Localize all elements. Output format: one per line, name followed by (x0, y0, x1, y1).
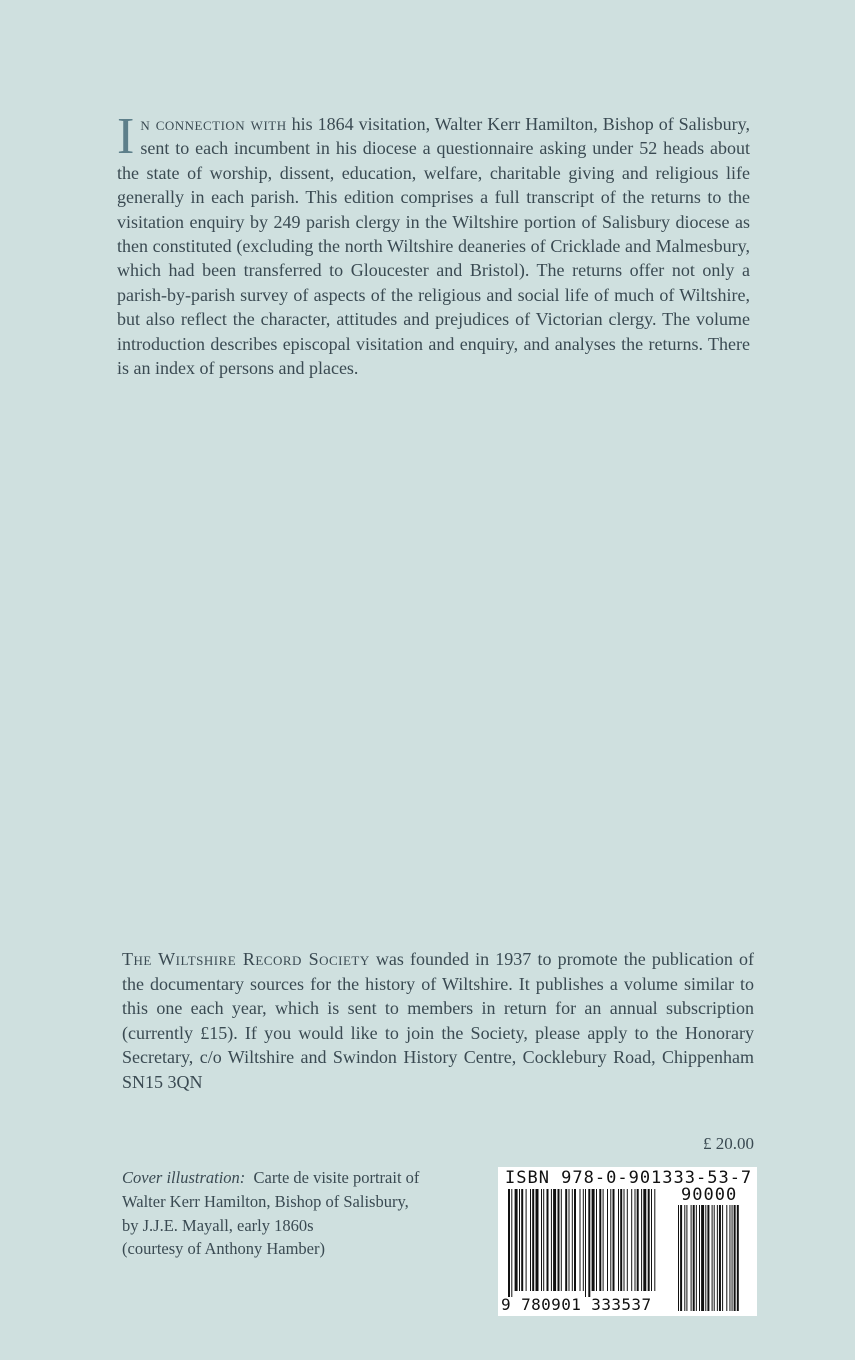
price: £ 20.00 (703, 1134, 754, 1153)
cover-line-1: Carte de visite portrait of (253, 1168, 420, 1187)
society-name: The Wiltshire Record Society (122, 949, 370, 969)
cover-illustration-credit (122, 1166, 482, 1261)
cover-label: Cover illustration: (122, 1168, 246, 1187)
blurb-paragraph (117, 108, 751, 380)
isbn-label: ISBN 978-0-901333-53-7 (505, 1168, 753, 1188)
barcode-addon-digits: 90000 (681, 1185, 738, 1205)
blurb-lead: n connection with (140, 114, 287, 134)
barcode-ean-digits: 9 780901 333537 (501, 1295, 652, 1314)
blurb-text: his 1864 visitation, Walter Kerr Hamilton, Bishop of Salisbury, sent to each incumbent in his diocese a questionnaire asking under 52 heads about the state of worship, dissent, education, welfare, charitable giving and religious life generally in each parish. This edition comprises a full transcript of the returns to the visitation enquiry by 249 parish clergy in the Wiltshire portion of Salisbury diocese as then constituted (excluding the north Wiltshire deaneries of Cricklade and Malmesbury, which had been transferred to Gloucester and Bristol). The returns offer not only a parish-by-parish survey of aspects of the religious and social life of much of Wiltshire, but also reflect the character, attitudes and prejudices of Victorian clergy. The volume introduction describes episcopal visitation and enquiry, and analyses the returns. There is an index of persons and places. (117, 114, 751, 379)
society-text: was founded in 1937 to promote the publication of the documentary sources for the history of Wiltshire. It publishes a volume similar to this one each year, which is sent to members in return for an annual subscription (currently £15). If you would like to join the Society, please apply to the Honorary Secretary, c/o Wiltshire and Swindon History Centre, Cocklebury Road, Chippenham SN15 3QN (122, 949, 754, 1092)
isbn-barcode (498, 1167, 757, 1316)
society-paragraph (122, 947, 754, 1095)
cover-line-2: Walter Kerr Hamilton, Bishop of Salisbury, (122, 1191, 409, 1211)
cover-line-4: (courtesy of Anthony Hamber) (122, 1239, 325, 1259)
cover-line-3: by J.J.E. Mayall, early 1860s (122, 1215, 314, 1235)
drop-cap: I (117, 108, 135, 165)
